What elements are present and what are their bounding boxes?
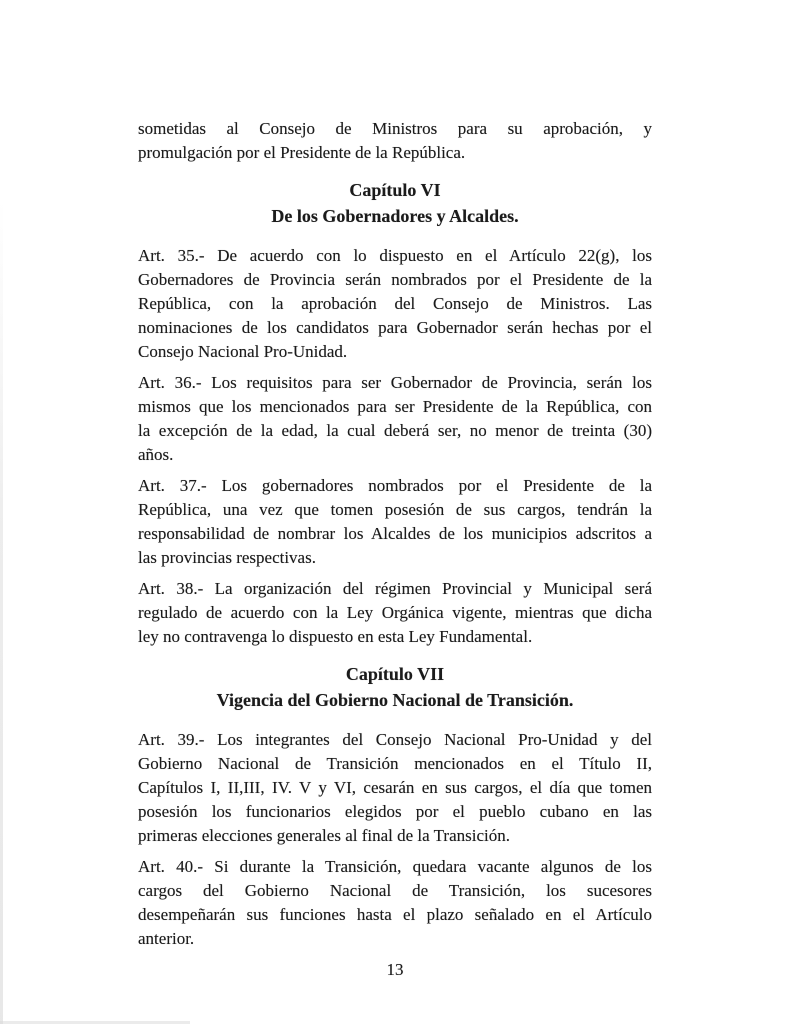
article-39-paragraph-line-3: Capítulos I, II,III, IV. V y VI, cesarán en sus cargos, el día que tomen (138, 778, 652, 797)
page-number: 13 (386, 960, 404, 979)
article-40-paragraph-line-3: desempeñarán sus funciones hasta el plazo señalado en el Artículo (138, 905, 652, 924)
chapter-6-heading-line-2: De los Gobernadores y Alcaldes. (271, 206, 519, 226)
article-35-paragraph-line-3: República, con la aprobación del Consejo de Ministros. Las (138, 294, 652, 313)
article-35-paragraph-line-4: nominaciones de los candidatos para Gobernador serán hechas por el (138, 318, 652, 337)
article-40-paragraph-line-1: Art. 40.- Si durante la Transición, quedara vacante algunos de los (138, 857, 652, 876)
article-36-paragraph-line-3: la excepción de la edad, la cual deberá ser, no menor de treinta (30) (138, 421, 652, 440)
article-39-paragraph (138, 728, 652, 848)
article-37-paragraph-line-1: Art. 37.- Los gobernadores nombrados por el Presidente de la (138, 476, 652, 495)
article-38-paragraph-line-3: ley no contravenga lo dispuesto en esta Ley Fundamental. (138, 627, 533, 646)
article-36-paragraph-line-4: años. (138, 445, 174, 464)
article-38-paragraph (138, 577, 652, 649)
article-40-paragraph-line-4: anterior. (138, 929, 195, 948)
article-36-paragraph (138, 371, 652, 467)
continuation-paragraph (138, 117, 652, 165)
chapter-7-heading-line-1: Capítulo VII (345, 664, 445, 684)
article-39-paragraph-line-5: primeras elecciones generales al final de la Transición. (138, 826, 510, 845)
article-38-paragraph-line-2: regulado de acuerdo con la Ley Orgánica vigente, mientras que dicha (138, 603, 652, 622)
article-35-paragraph-line-2: Gobernadores de Provincia serán nombrados por el Presidente de la (138, 270, 652, 289)
article-36-paragraph-line-2: mismos que los mencionados para ser Presidente de la República, con (138, 397, 652, 416)
text-column (138, 117, 652, 982)
document-blocks (138, 117, 652, 951)
article-40-paragraph (138, 855, 652, 951)
article-39-paragraph-line-1: Art. 39.- Los integrantes del Consejo Nacional Pro-Unidad y del (138, 730, 652, 749)
continuation-paragraph-line-2: promulgación por el Presidente de la República. (138, 143, 466, 162)
article-38-paragraph-line-1: Art. 38.- La organización del régimen Provincial y Municipal será (138, 579, 652, 598)
article-35-paragraph-line-5: Consejo Nacional Pro-Unidad. (138, 342, 348, 361)
article-37-paragraph-line-3: responsabilidad de nombrar los Alcaldes de los municipios adscritos a (138, 524, 652, 543)
chapter-6-heading (138, 177, 652, 229)
chapter-6-heading-line-1: Capítulo VI (349, 180, 441, 200)
article-36-paragraph-line-1: Art. 36.- Los requisitos para ser Gobernador de Provincia, serán los (138, 373, 652, 392)
article-40-paragraph-line-2: cargos del Gobierno Nacional de Transición, los sucesores (138, 881, 652, 900)
article-35-paragraph (138, 244, 652, 364)
article-35-paragraph-line-1: Art. 35.- De acuerdo con lo dispuesto en el Artículo 22(g), los (138, 246, 652, 265)
article-37-paragraph (138, 474, 652, 570)
article-37-paragraph-line-4: las provincias respectivas. (138, 548, 316, 567)
chapter-7-heading (138, 661, 652, 713)
article-37-paragraph-line-2: República, una vez que tomen posesión de sus cargos, tendrán la (138, 500, 652, 519)
article-39-paragraph-line-4: posesión los funcionarios elegidos por el pueblo cubano en las (138, 802, 652, 821)
chapter-7-heading-line-2: Vigencia del Gobierno Nacional de Transición. (216, 690, 574, 710)
continuation-paragraph-line-1: sometidas al Consejo de Ministros para su aprobación, y (138, 119, 652, 138)
scan-edge-artifact-left (0, 200, 3, 1024)
article-39-paragraph-line-2: Gobierno Nacional de Transición mencionados en el Título II, (138, 754, 652, 773)
